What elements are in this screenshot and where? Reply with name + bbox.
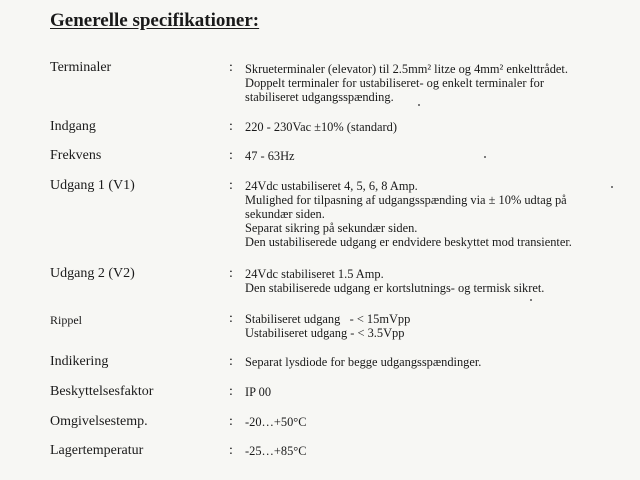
spec-separator: : [229,414,233,429]
spec-value [245,355,635,369]
spec-separator: : [229,311,233,326]
spec-value-line: Ustabiliseret udgang - < 3.5Vpp [245,326,405,340]
spec-label: Frekvens [50,148,102,163]
spec-value [245,415,635,429]
spec-value [245,62,635,104]
spec-value-line: Skrueterminaler (elevator) til 2.5mm² litze og 4mm² enkelttrådet. [245,62,568,76]
spec-value [245,120,635,134]
scan-speck [418,104,420,106]
spec-value-line: 24Vdc ustabiliseret 4, 5, 6, 8 Amp. [245,179,418,193]
page-title: Generelle specifikationer: [50,10,260,31]
spec-value-line: Den ustabiliserede udgang er endvidere beskyttet mod transienter. [245,235,572,249]
spec-value-line: Separat sikring på sekundær siden. [245,221,418,235]
spec-separator: : [229,148,233,163]
spec-value [245,312,635,340]
spec-separator: : [229,266,233,281]
spec-value-line: 47 - 63Hz [245,149,295,163]
spec-separator: : [229,384,233,399]
spec-separator: : [229,354,233,369]
spec-separator: : [229,178,233,193]
spec-separator: : [229,60,233,75]
spec-label: Indikering [50,354,109,369]
spec-separator: : [229,443,233,458]
spec-label: Indgang [50,119,96,134]
spec-value-line: -25…+85°C [245,444,307,458]
spec-value-line: Mulighed for tilpasning af udgangsspænding via ± 10% udtag på [245,193,567,207]
spec-label: Lagertemperatur [50,443,144,458]
spec-value [245,267,635,295]
spec-value-line: sekundær siden. [245,207,325,221]
spec-value-line: Separat lysdiode for begge udgangsspændinger. [245,355,482,369]
spec-label: Rippel [50,313,82,327]
spec-label: Terminaler [50,60,112,75]
scan-speck [484,156,486,158]
spec-value-line: IP 00 [245,385,272,399]
scan-speck [530,299,532,301]
spec-value [245,444,635,458]
spec-value-line: 24Vdc stabiliseret 1.5 Amp. [245,267,384,281]
spec-value-line: 220 - 230Vac ±10% (standard) [245,120,398,134]
spec-value-line: Doppelt terminaler for ustabiliseret- og enkelt terminaler for [245,76,544,90]
spec-value-line: Stabiliseret udgang - < 15mVpp [245,312,411,326]
spec-label: Udgang 2 (V2) [50,266,135,281]
spec-value-line: stabiliseret udgangsspænding. [245,90,394,104]
spec-value [245,149,635,163]
scan-speck [611,186,613,188]
spec-label: Beskyttelsesfaktor [50,384,154,399]
spec-separator: : [229,119,233,134]
spec-value [245,179,635,249]
spec-value-line: Den stabiliserede udgang er kortslutnings- og termisk sikret. [245,281,545,295]
spec-value-line: -20…+50°C [245,415,307,429]
spec-label: Omgivelsestemp. [50,414,148,429]
spec-label: Udgang 1 (V1) [50,178,135,193]
spec-value [245,385,635,399]
